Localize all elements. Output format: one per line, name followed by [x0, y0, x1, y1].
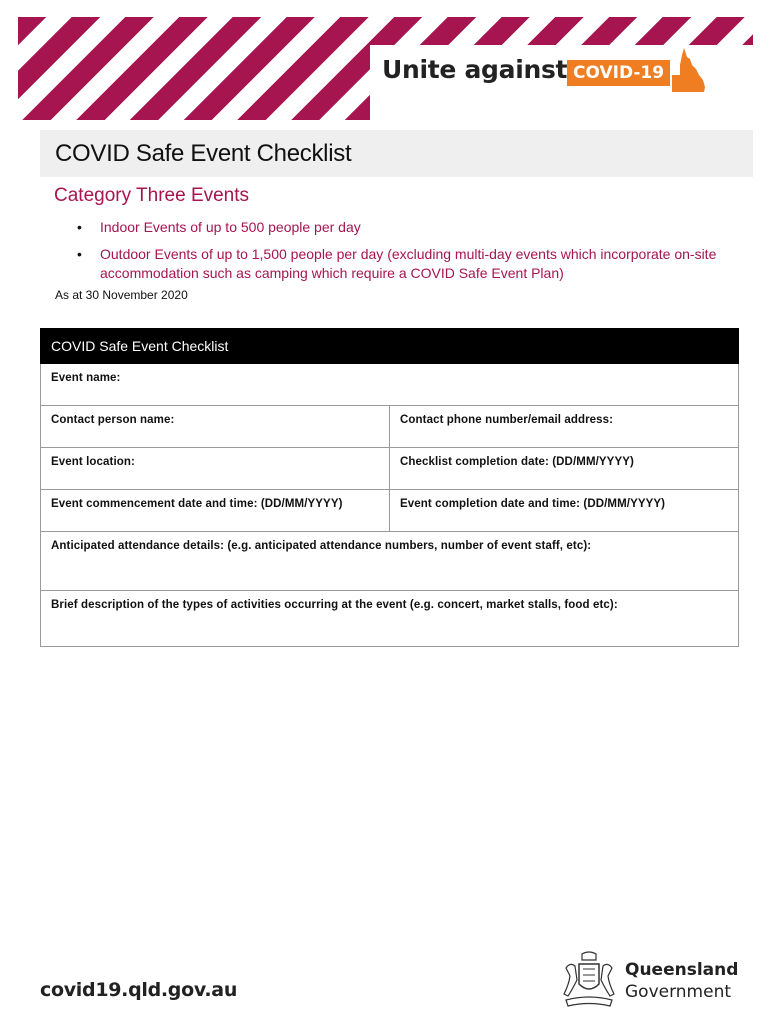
- checklist-table: [40, 328, 739, 647]
- gov-name-line1: Queensland: [625, 960, 739, 980]
- header-banner: [18, 17, 753, 120]
- queensland-map-icon: [670, 47, 706, 93]
- event-completion-field[interactable]: Event completion date and time: (DD/MM/YYYY): [390, 490, 739, 532]
- list-item: • Outdoor Events of up to 1,500 people per day (excluding multi-day events which incorporate on-site accommodation such as camping which require a COVID Safe Event Plan): [58, 245, 748, 283]
- gov-name-line2: Government: [625, 982, 732, 1002]
- contact-phone-field[interactable]: Contact phone number/email address:: [390, 406, 739, 448]
- queensland-crest-icon: [560, 950, 618, 1012]
- logo-text: Unite against: [382, 55, 568, 84]
- commencement-field[interactable]: Event commencement date and time: (DD/MM/YYYY): [41, 490, 390, 532]
- event-criteria-list: [58, 218, 748, 291]
- as-at-date: As at 30 November 2020: [55, 288, 188, 302]
- footer-url: covid19.qld.gov.au: [40, 979, 238, 1001]
- logo-badge: COVID-19: [567, 60, 670, 86]
- title-bar: [40, 130, 753, 177]
- event-name-field[interactable]: Event name:: [41, 364, 739, 406]
- event-location-field[interactable]: Event location:: [41, 448, 390, 490]
- checklist-header: COVID Safe Event Checklist: [41, 329, 739, 364]
- category-subtitle: Category Three Events: [54, 185, 250, 206]
- page-title: COVID Safe Event Checklist: [55, 140, 352, 167]
- completion-date-field[interactable]: Checklist completion date: (DD/MM/YYYY): [390, 448, 739, 490]
- attendance-field[interactable]: Anticipated attendance details: (e.g. anticipated attendance numbers, number of event staff, etc):: [41, 532, 739, 591]
- contact-person-field[interactable]: Contact person name:: [41, 406, 390, 448]
- activities-field[interactable]: Brief description of the types of activities occurring at the event (e.g. concert, market stalls, food etc):: [41, 591, 739, 647]
- list-item: • Indoor Events of up to 500 people per day: [58, 218, 748, 237]
- unite-against-covid-logo: [370, 45, 753, 120]
